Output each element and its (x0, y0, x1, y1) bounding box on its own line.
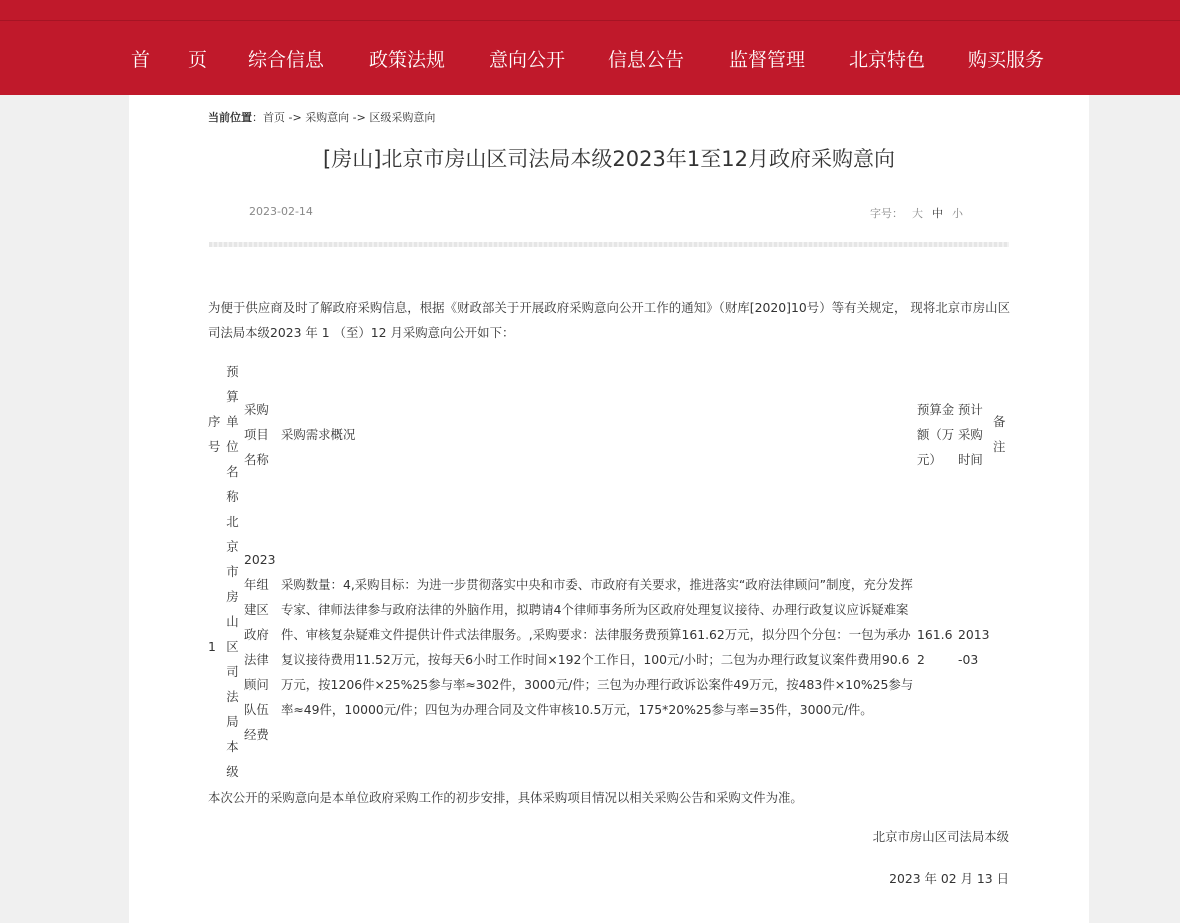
table-header-row (208, 359, 1010, 509)
top-divider (0, 20, 1180, 21)
nav-info-announcement[interactable]: 信息公告 (608, 49, 685, 71)
cell-unit: 北京市房山区司法局本级 (226, 514, 239, 779)
nav-home[interactable]: 首 页 (131, 49, 208, 71)
header-time: 预计采购时间 (958, 401, 983, 467)
font-size-large[interactable]: 大 (912, 207, 923, 220)
breadcrumb-arrow: -> (285, 111, 306, 124)
signature: 北京市房山区司法局本级 (872, 829, 1009, 844)
font-size-label: 字号： (870, 207, 903, 220)
header-remark: 备注 (993, 414, 1006, 454)
breadcrumb (208, 109, 435, 125)
procurement-table (208, 359, 1010, 784)
title-divider (209, 242, 1009, 247)
intro-paragraph: 为便于供应商及时了解政府采购信息，根据《财政部关于开展政府采购意向公开工作的通知》（财库[2020]10号）等有关规定， 现将北京市房山区司法局本级2023 年 1 （至）12 月采购意向公开如下： (208, 300, 1010, 340)
breadcrumb-district-intention[interactable]: 区级采购意向 (369, 111, 436, 124)
cell-time: 2013-03 (958, 626, 990, 667)
header-unit: 预算单位名称 (226, 364, 239, 504)
font-size-switcher (870, 205, 963, 221)
header-summary: 采购需求概况 (281, 426, 356, 442)
nav-intention-disclosure[interactable]: 意向公开 (489, 49, 566, 71)
article-title: [房山]北京市房山区司法局本级2023年1至12月政府采购意向 (323, 147, 895, 171)
table-row (208, 509, 1010, 784)
cell-remark (993, 509, 1010, 784)
content-panel (129, 95, 1089, 923)
nav-policy-regulations[interactable]: 政策法规 (369, 49, 446, 71)
cell-budget: 161.62 (917, 626, 953, 667)
header-no: 序号 (208, 414, 221, 454)
top-nav-bar (0, 0, 1180, 95)
cell-project: 2023年组建区政府法律顾问队伍经费 (244, 551, 276, 742)
breadcrumb-procurement-intention[interactable]: 采购意向 (305, 111, 350, 124)
cell-summary: 采购数量：4,采购目标：为进一步贯彻落实中央和市委、市政府有关要求，推进落实“政府法律顾问”制度，充分发挥专家、律师法律参与政府法律的外脑作用，拟聘请4个律师事务所为区政府处理复议接待、办理行政复议应诉疑难案件、审核复杂疑难文件提供计件式法律服务。,采购要求：法律服务费预算161.62万元，拟分四个分包：一包为承办复议接待费用11.52万元，按每天6小时工作时间×192个工作日，100元/小时；二包为办理行政复议案件费用90.6万元，按1206件×25%25参与率≈302件，3000元/件；三包为办理行政诉讼案件49万元，按483件×10%25参与率≈49件，10000元/件；四包为办理合同及文件审核10.5万元，175*20%25参与率=35件，3000元/件。 (281, 576, 914, 717)
nav-beijing-feature[interactable]: 北京特色 (849, 49, 926, 71)
cell-no: 1 (208, 639, 216, 654)
breadcrumb-colon: ： (252, 111, 263, 124)
nav-general-info[interactable]: 综合信息 (248, 49, 325, 71)
signature-date: 2023 年 02 月 13 日 (889, 871, 1009, 886)
header-project: 采购项目名称 (244, 401, 269, 467)
publish-date: 2023-02-14 (249, 205, 313, 218)
font-size-medium[interactable]: 中 (932, 207, 943, 220)
nav-purchase-services[interactable]: 购买服务 (968, 49, 1045, 71)
nav-supervision[interactable]: 监督管理 (729, 49, 806, 71)
breadcrumb-home[interactable]: 首页 (263, 111, 285, 124)
header-budget: 预算金额（万元） (917, 401, 955, 467)
closing-note: 本次公开的采购意向是本单位政府采购工作的初步安排，具体采购项目情况以相关采购公告和采购文件为准。 (208, 790, 803, 805)
font-size-small[interactable]: 小 (952, 207, 963, 220)
breadcrumb-label: 当前位置 (208, 111, 252, 124)
breadcrumb-arrow: -> (349, 111, 370, 124)
